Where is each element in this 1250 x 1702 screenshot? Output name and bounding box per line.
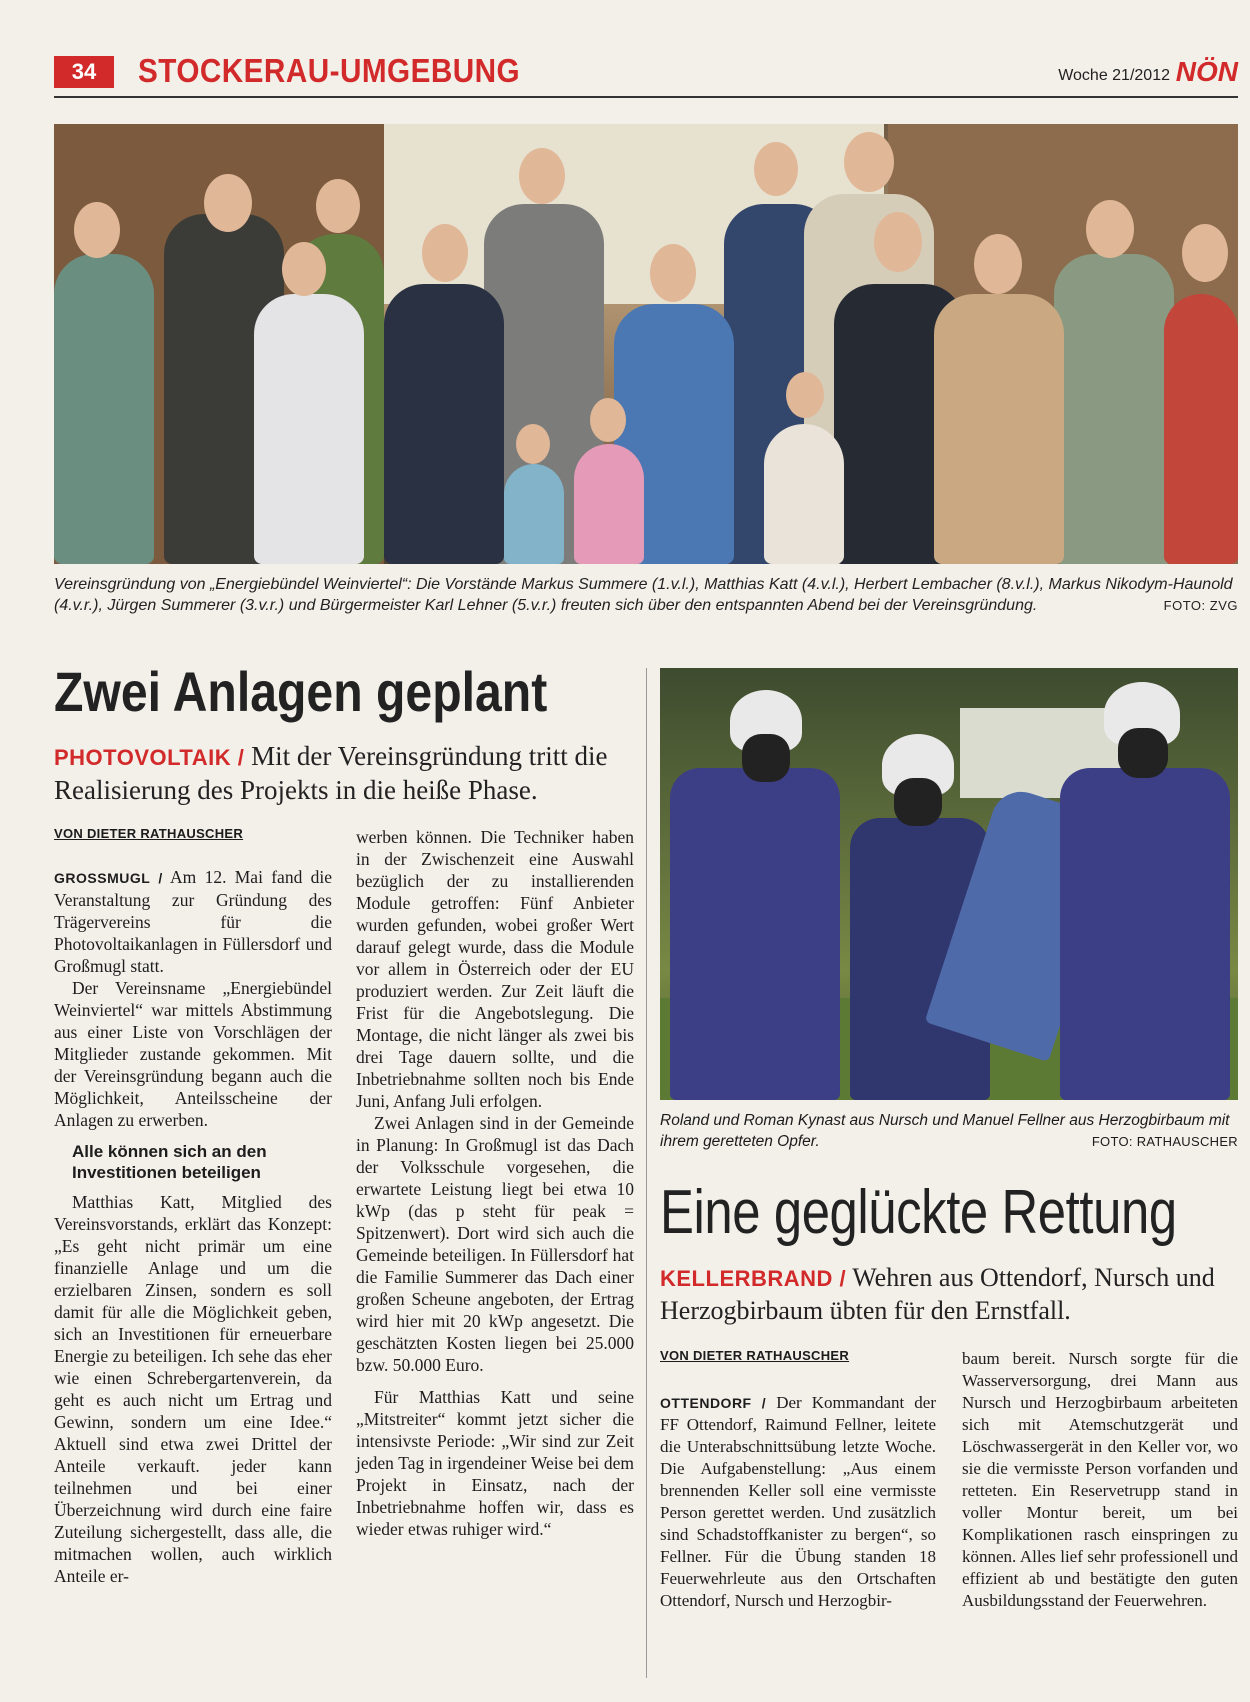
photo-head [516, 424, 550, 464]
article-headline: Zwei Anlagen geplant [54, 660, 548, 723]
newspaper-logo: NÖN [1175, 56, 1238, 87]
article-column-2 [962, 1348, 1238, 1612]
photo-head [786, 372, 824, 418]
photo-person [254, 294, 364, 564]
subhead-text: Mit der Vereinsgründung tritt die Realisierung des Projekts in die heiße Phase. [54, 741, 608, 805]
caption-text: Roland und Roman Kynast aus Nursch und Manuel Fellner aus Herzogbirbaum mit ihrem geretteten Opfer. [660, 1112, 1230, 1150]
photo-person [934, 294, 1064, 564]
photo-credit: FOTO: RATHAUSCHER [1091, 1134, 1238, 1149]
article-subheading: Alle können sich an den Investitionen beteiligen [72, 1142, 267, 1182]
photo-person [1164, 294, 1238, 564]
photo-head [1182, 224, 1228, 282]
page-number: 34 [54, 56, 114, 88]
photo-head [590, 398, 626, 442]
paragraph: Zwei Anlagen sind in der Gemeinde in Planung: In Großmugl ist das Dach der Volksschule vorgesehen, die erwartete Leistung liegt bei etwa 10 kWp (das p steht für peak = Spitzenwert). Dort wird sich auch die Gemeinde beteiligen. In Füllersdorf hat die Familie Summerer das Dach einer großen Scheune angeboten, der Ertrag wird hier mit 20 kWp angesetzt. Die geschätzten Kosten liegen bei 25.000 bzw. 50.000 Euro. [356, 1113, 634, 1375]
photo-head [874, 212, 922, 272]
photo-person [54, 254, 154, 564]
paragraph: baum bereit. Nursch sorgte für die Wasserversorgung, drei Mann aus Nursch und Herzogbirbaum arbeiteten sich mit Atemschutzgerät und Löschwassergerät in den Keller vor, wo sie die vermisste Person vorfanden und retteten. Ein Reservetrupp stand in voller Montur bereit, um bei Komplikationen rasch einspringen zu können. Alles lief sehr professionell und effizient ab und bestätigte den guten Ausbildungsstand der Feuerwehren. [962, 1349, 1238, 1610]
photo-head [1086, 200, 1134, 258]
section-title: STOCKERAU-UMGEBUNG [138, 52, 521, 89]
photo-firefighter [670, 768, 840, 1100]
photo-head [754, 142, 798, 196]
photo-head [844, 132, 894, 192]
header-rule [54, 96, 1238, 98]
photo-mask [1118, 728, 1168, 778]
paragraph [660, 1392, 936, 1612]
photo-head [74, 202, 120, 258]
photo-mask [894, 778, 942, 826]
paragraph: Der Vereinsname „Energiebündel Weinviertel“ war mittels Abstimmung aus einer Liste von Vorschlägen der Mitglieder zustande gekommen. Mit der Vereinsgründung begann auch die Möglichkeit, Anteilsscheine der Anlagen zu erwerben. [54, 978, 332, 1130]
photo-head [519, 148, 565, 204]
article-kicker: PHOTOVOLTAIK / [54, 745, 245, 770]
group-photo-caption [54, 574, 1238, 616]
photo-person [384, 284, 504, 564]
article-headline: Eine geglückte Rettung [660, 1178, 1177, 1247]
photo-child [764, 424, 844, 564]
photo-credit: FOTO: ZVG [1163, 598, 1238, 613]
dateline: GROSSMUGL / [54, 870, 163, 886]
paragraph-text: Der Kommandant der FF Ottendorf, Raimund Fellner, leitete die Unterabschnittsübung letzte Woche. Die Aufgabenstellung: „Aus einem brennenden Keller soll eine vermisste Person gerettet werden. Und zusätzlich sind Schadstoffkanister zu bergen“, so Fellner. Für die Übung standen 18 Feuerwehrleute aus den Ortschaften Ottendorf, Nursch und Herzogbir- [660, 1393, 936, 1610]
photo-mask [742, 734, 790, 782]
photo-head [650, 244, 696, 302]
article-byline: VON DIETER RATHAUSCHER [660, 1348, 850, 1363]
photo-head [282, 242, 326, 296]
photo-child [574, 444, 644, 564]
column-divider [646, 668, 647, 1678]
subhead-text: Wehren aus Ottendorf, Nursch und Herzogbirbaum übten für den Ernstfall. [660, 1263, 1215, 1325]
dateline: OTTENDORF / [660, 1395, 767, 1411]
article-byline: VON DIETER RATHAUSCHER [54, 826, 244, 841]
paragraph: werben können. Die Techniker haben in der Zwischenzeit eine Auswahl bezüglich der zu installierenden Module getroffen: Fünf Anbieter wurden gefunden, wobei großer Wert darauf gelegt wurde, dass die Module vor allem in Österreich oder der EU produziert werden. Zur Zeit läuft die Frist für die Angebotslegung. Die Montage, die nicht länger als zwei bis drei Tage dauern sollte, und die Inbetriebnahme sollten noch bis Ende Juni, Anfang Juli erfolgen. [356, 827, 634, 1111]
issue-week: Woche 21/2012 [1058, 67, 1170, 84]
article-subhead [54, 740, 654, 806]
photo-child [504, 464, 564, 564]
photo-head [974, 234, 1022, 294]
group-photo [54, 124, 1238, 564]
paragraph: Matthias Katt, Mitglied des Vereinsvorstands, erklärt das Konzept: „Es geht nicht primär um eine finanzielle Anlage und um die erzielbaren Zinsen, sondern es soll damit für alle die Möglichkeit geben, sich an Investitionen für erneuerbare Energie zu beteiligen. Ich sehe das eher wie einen Schrebergartenverein, da geht es auch nicht um Ertrag und Gewinn, sondern um eine Idee.“ Aktuell sind etwa zwei Drittel der Anteile verkauft. jeder kann teilnehmen und bei einer Überzeichnung wird durch eine faire Zuteilung sichergestellt, dass alle, die mitmachen wollen, auch wirklich Anteile er- [54, 1192, 332, 1586]
paragraph [54, 866, 332, 977]
photo-head [316, 179, 360, 233]
article-column-2 [356, 826, 634, 1540]
photo-person [1054, 254, 1174, 564]
firefighters-photo [660, 668, 1238, 1100]
article-kicker: KELLERBRAND / [660, 1266, 847, 1291]
article-column-1 [54, 866, 332, 1587]
paragraph: Für Matthias Katt und seine „Mitstreiter“ kommt jetzt sicher die intensivste Periode: „Wir sind zur Zeit jeden Tag in irgendeiner Weise bei dem Projekt in Einsatz, nach der Inbetriebnahme hoffen wir, dass es wieder etwas ruhiger wird.“ [356, 1387, 634, 1539]
photo-head [422, 224, 468, 282]
caption-text: Vereinsgründung von „Energiebündel Weinviertel“: Die Vorstände Markus Summere (1.v.l.), Matthias Katt (4.v.l.), Herbert Lembacher (8.v.l.), Markus Nikodym-Haunold (4.v.r.), Jürgen Summerer (3.v.r.) und Bürgermeister Karl Lehner (5.v.r.) freuten sich über den entspannten Abend bei der Vereinsgründung. [54, 576, 1233, 614]
photo-head [204, 174, 252, 232]
article-subhead [660, 1262, 1240, 1327]
photo-firefighter [1060, 768, 1230, 1100]
article-column-1 [660, 1392, 936, 1612]
page-header [54, 50, 1238, 94]
paragraph-text: Am 12. Mai fand die Veranstaltung zur Gründung des Trägervereins für die Photovoltaikanlagen in Füllersdorf und Großmugl statt. [54, 867, 332, 976]
firefighters-photo-caption [660, 1110, 1238, 1152]
